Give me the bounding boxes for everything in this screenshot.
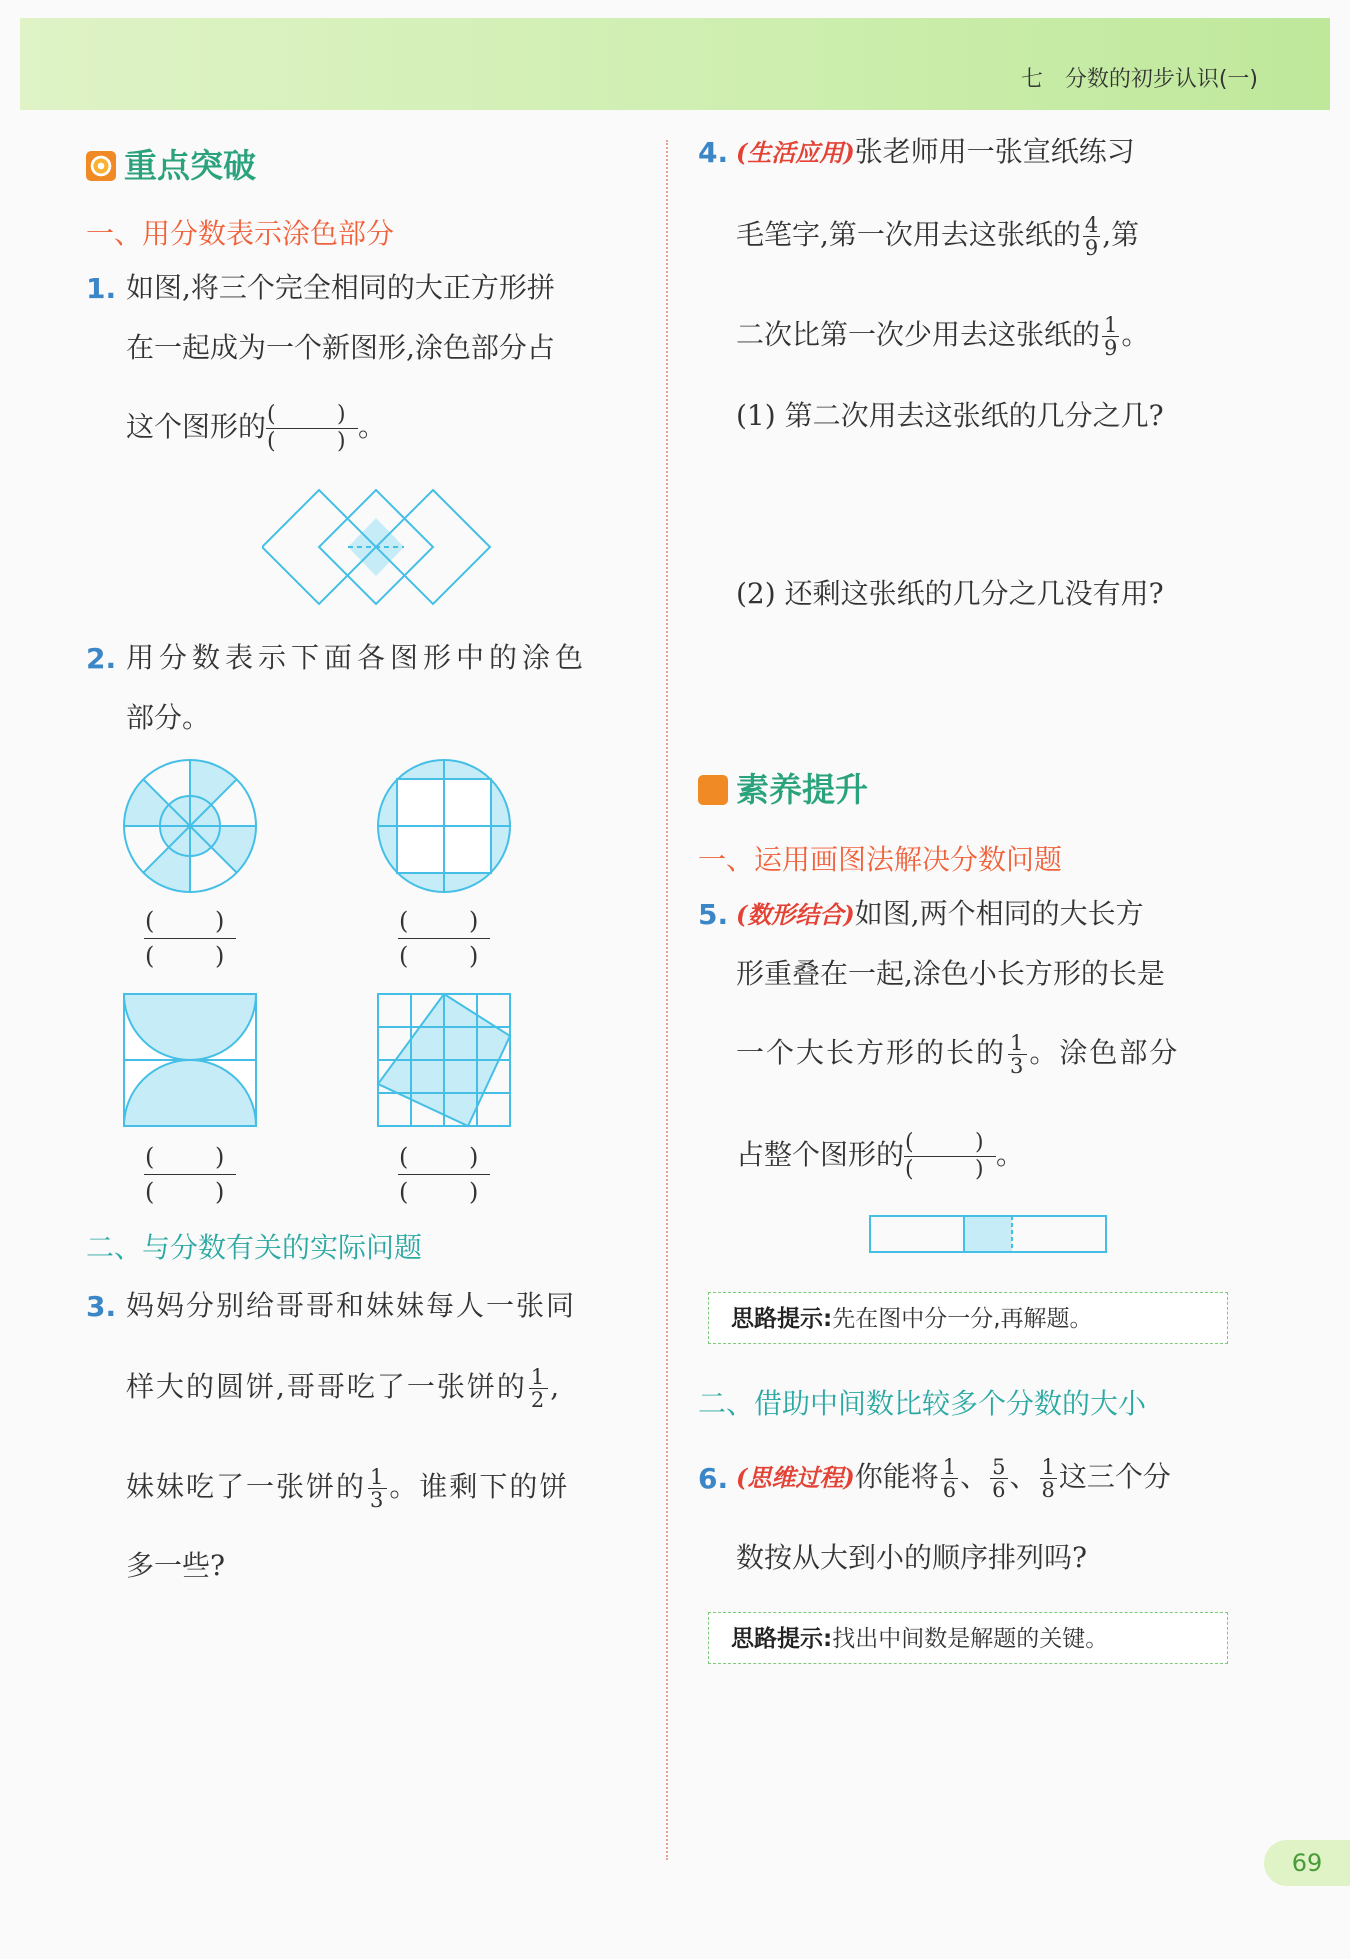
q5-line4: 占整个图形的 ( ) ( ) 。 — [736, 1130, 1025, 1182]
q3-line4: 多一些? — [126, 1549, 226, 1582]
column-divider — [666, 140, 668, 1860]
q3-line3: 妹妹吃了一张饼的 $\frac{1}{3}$ 。谁剩下的饼 — [126, 1465, 570, 1512]
q2-line1: 用分数表示下面各图形中的涂色 — [126, 641, 589, 674]
circle-eighths-figure — [120, 756, 260, 896]
overlapping-rectangles-figure — [868, 1214, 1110, 1256]
fraction-one-third: $\frac{1}{3}$ — [370, 1465, 386, 1512]
tag-life-application: (生活应用) — [736, 138, 855, 167]
q5-line3: 一个大长方形的长的 $\frac{1}{3}$ 。涂色部分 — [736, 1031, 1180, 1078]
arrow-up-icon — [698, 775, 728, 805]
answer-blank-c[interactable]: ( ) ( ) — [144, 1140, 236, 1209]
answer-blank[interactable]: ( ) ( ) — [266, 402, 358, 455]
fraction-one-half: $\frac{1}{2}$ — [530, 1365, 547, 1412]
q4-part1: (1) 第二次用去这张纸的几分之几? — [736, 399, 1164, 432]
question-number-2: 2. — [86, 642, 117, 675]
q6-line2: 数按从大到小的顺序排列吗? — [736, 1541, 1088, 1574]
q1-line1: 如图,将三个完全相同的大正方形拼 — [126, 271, 555, 304]
fraction-one-eighth: $\frac{1}{8}$ — [1041, 1455, 1055, 1502]
fraction-one-ninth: $\frac{1}{9}$ — [1104, 313, 1118, 360]
section-title-literacy: 素养提升 — [698, 764, 868, 811]
fraction-one-third-b: $\frac{1}{3}$ — [1010, 1031, 1026, 1078]
q4-line1: (生活应用)张老师用一张宣纸练习 — [736, 135, 1135, 168]
q3-line1: 妈妈分别给哥哥和妹妹每人一张同 — [126, 1289, 577, 1322]
answer-blank-q5[interactable]: ( ) ( ) — [904, 1130, 996, 1183]
target-icon — [86, 151, 116, 181]
q5-line1: (数形结合)如图,两个相同的大长方 — [736, 897, 1144, 930]
subsection-drawing-method: 一、运用画图法解决分数问题 — [698, 843, 1063, 876]
hint-box-2: 思路提示:找出中间数是解题的关键。 — [708, 1612, 1228, 1664]
answer-blank-a[interactable]: ( ) ( ) — [144, 904, 236, 973]
q2-line2: 部分。 — [126, 701, 211, 734]
subsection-shaded-part: 一、用分数表示涂色部分 — [86, 217, 395, 250]
section-title-key-points: 重点突破 — [86, 140, 256, 187]
shaded-overlap-rect — [964, 1216, 1012, 1252]
fraction-one-sixth: $\frac{1}{6}$ — [942, 1455, 957, 1502]
fraction-five-sixths: $\frac{5}{6}$ — [992, 1455, 1006, 1502]
page-number: 69 — [1264, 1840, 1350, 1886]
q5-line2: 形重叠在一起,涂色小长方形的长是 — [736, 957, 1165, 990]
question-number-4: 4. — [698, 136, 729, 169]
q4-part2: (2) 还剩这张纸的几分之几没有用? — [736, 577, 1164, 610]
answer-blank-b[interactable]: ( ) ( ) — [398, 904, 490, 973]
q1-line2: 在一起成为一个新图形,涂色部分占 — [126, 331, 555, 364]
question-number-5: 5. — [698, 898, 729, 931]
circle-square-figure — [374, 756, 514, 896]
q6-line1: (思维过程)你能将 $\frac{1}{6}$ 、 $\frac{5}{6}$ 、 $\frac{1}{8}$ 这三个分 — [736, 1455, 1171, 1502]
question-number-3: 3. — [86, 1290, 117, 1323]
q3-line2: 样大的圆饼,哥哥吃了一张饼的 $\frac{1}{2}$ , — [126, 1365, 562, 1412]
tag-number-shape: (数形结合) — [736, 900, 855, 929]
subsection-real-problems: 二、与分数有关的实际问题 — [86, 1231, 423, 1264]
hint-box-1: 思路提示:先在图中分一分,再解题。 — [708, 1292, 1228, 1344]
question-number-1: 1. — [86, 272, 117, 305]
answer-blank-d[interactable]: ( ) ( ) — [398, 1140, 490, 1209]
chapter-title: 七 分数的初步认识(一) — [1020, 67, 1258, 92]
q4-line3: 二次比第一次少用去这张纸的 $\frac{1}{9}$ 。 — [736, 313, 1150, 360]
three-squares-figure — [262, 488, 492, 608]
tag-thinking-process: (思维过程) — [736, 1463, 855, 1492]
fraction-four-ninths: $\frac{4}{9}$ — [1084, 213, 1099, 260]
q4-line2: 毛笔字,第一次用去这张纸的 $\frac{4}{9}$ ,第 — [736, 213, 1140, 260]
square-semicircles-figure — [122, 992, 258, 1128]
subsection-compare-fractions: 二、借助中间数比较多个分数的大小 — [698, 1387, 1147, 1420]
question-number-6: 6. — [698, 1462, 729, 1495]
grid-tilted-square-figure — [376, 992, 512, 1128]
q1-line3: 这个图形的 ( ) ( ) 。 — [126, 402, 387, 454]
